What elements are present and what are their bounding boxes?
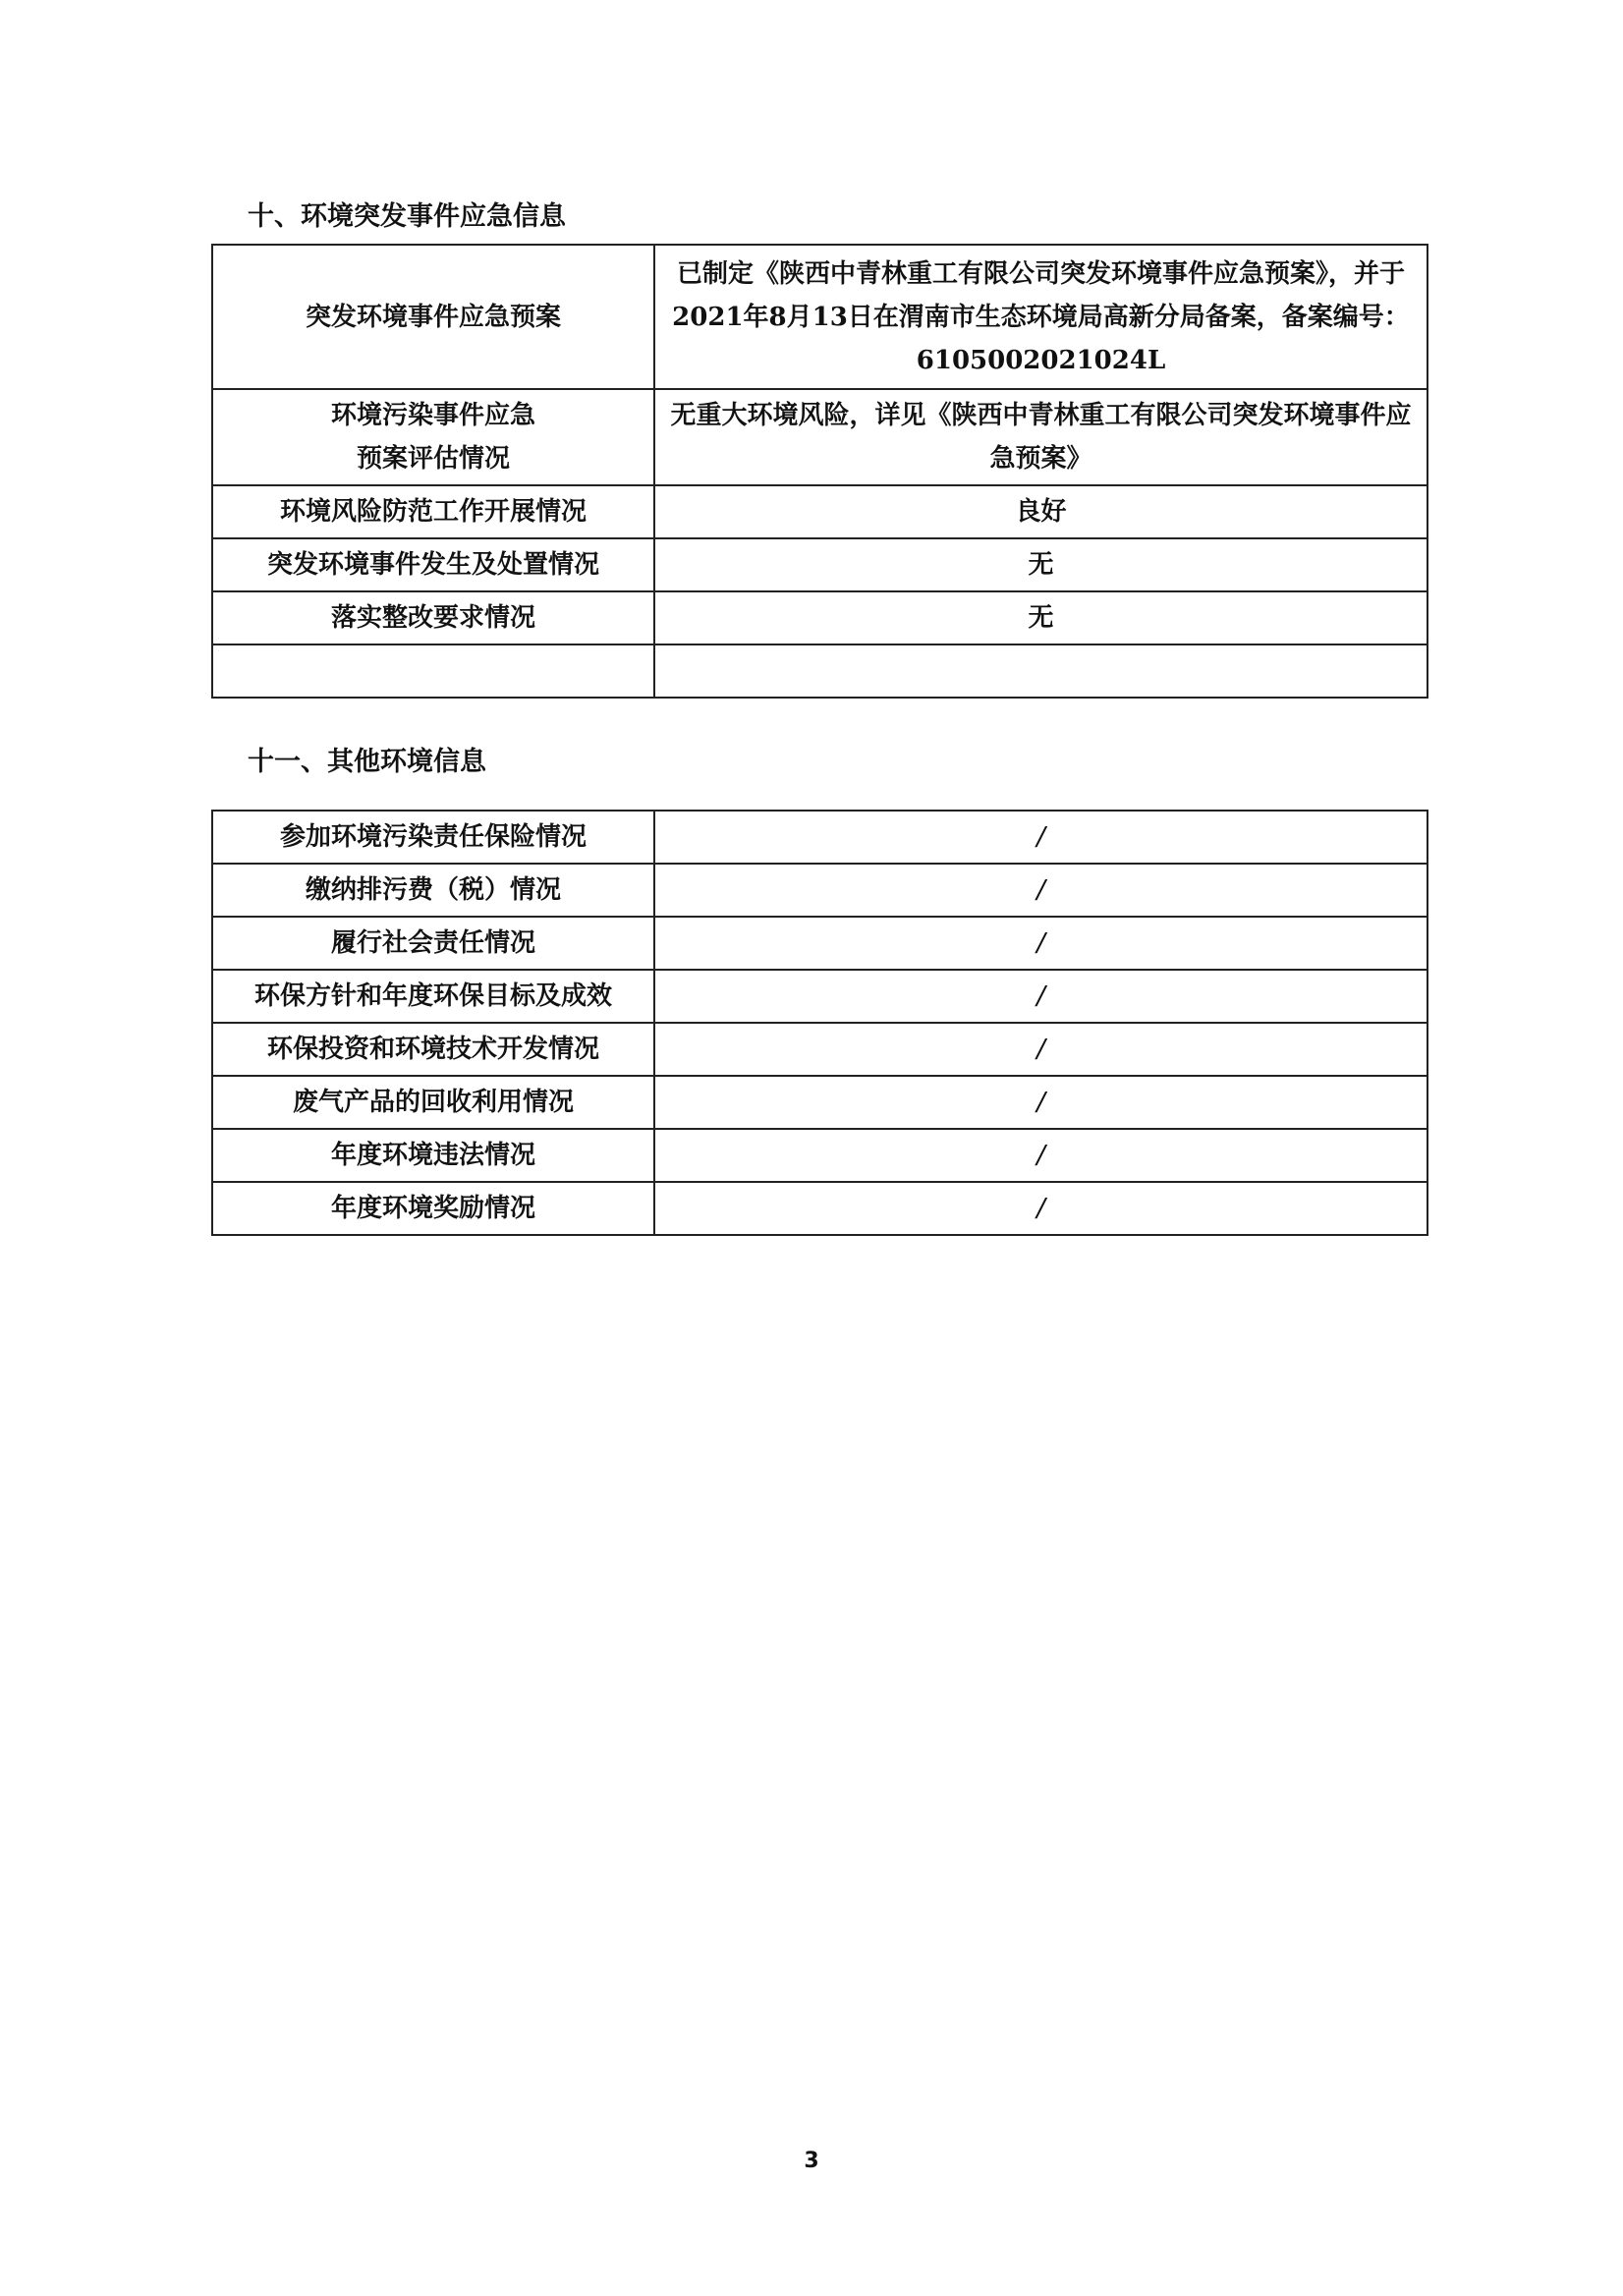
row-value — [654, 644, 1427, 698]
table-row — [212, 591, 1427, 644]
row-label: 突发环境事件应急预案 — [212, 245, 654, 389]
table-row — [212, 1023, 1427, 1076]
row-label — [212, 389, 654, 485]
row-label: 参加环境污染责任保险情况 — [212, 811, 654, 864]
table-row — [212, 970, 1427, 1023]
table-row-empty — [212, 644, 1427, 698]
row-value: / — [654, 1023, 1427, 1076]
table-row — [212, 864, 1427, 917]
row-value: 无重大环境风险，详见《陕西中青林重工有限公司突发环境事件应急预案》 — [654, 389, 1427, 485]
row-value: 无 — [654, 538, 1427, 591]
row-label: 年度环境奖励情况 — [212, 1182, 654, 1235]
row-value: / — [654, 864, 1427, 917]
row-value: / — [654, 1182, 1427, 1235]
row-label: 环境风险防范工作开展情况 — [212, 485, 654, 538]
row-value: 无 — [654, 591, 1427, 644]
row-label: 废气产品的回收利用情况 — [212, 1076, 654, 1129]
row-label: 缴纳排污费（税）情况 — [212, 864, 654, 917]
row-value: 已制定《陕西中青林重工有限公司突发环境事件应急预案》，并于2021年8月13日在渭南市生态环境局高新分局备案，备案编号：6105002021024L — [654, 245, 1427, 389]
row-value: / — [654, 1129, 1427, 1182]
table-row — [212, 538, 1427, 591]
row-value: / — [654, 970, 1427, 1023]
row-label: 环保投资和环境技术开发情况 — [212, 1023, 654, 1076]
row-label: 突发环境事件发生及处置情况 — [212, 538, 654, 591]
row-label — [212, 644, 654, 698]
row-label-text: 环境污染事件应急预案评估情况 — [330, 401, 535, 474]
table-row — [212, 1182, 1427, 1235]
row-label: 落实整改要求情况 — [212, 591, 654, 644]
table-row — [212, 389, 1427, 485]
row-value: 良好 — [654, 485, 1427, 538]
table-row — [212, 485, 1427, 538]
emergency-info-table — [211, 244, 1428, 699]
table-row — [212, 811, 1427, 864]
row-value: / — [654, 917, 1427, 970]
row-value: / — [654, 1076, 1427, 1129]
table-row — [212, 245, 1427, 389]
table-row — [212, 1076, 1427, 1129]
table-row — [212, 1129, 1427, 1182]
other-info-table — [211, 810, 1428, 1236]
table-row — [212, 917, 1427, 970]
row-label: 履行社会责任情况 — [212, 917, 654, 970]
row-value: / — [654, 811, 1427, 864]
section-10-heading: 十、环境突发事件应急信息 — [248, 201, 566, 232]
row-label: 环保方针和年度环保目标及成效 — [212, 970, 654, 1023]
page-number: 3 — [804, 2149, 819, 2173]
row-label: 年度环境违法情况 — [212, 1129, 654, 1182]
section-11-heading: 十一、其他环境信息 — [248, 747, 486, 777]
